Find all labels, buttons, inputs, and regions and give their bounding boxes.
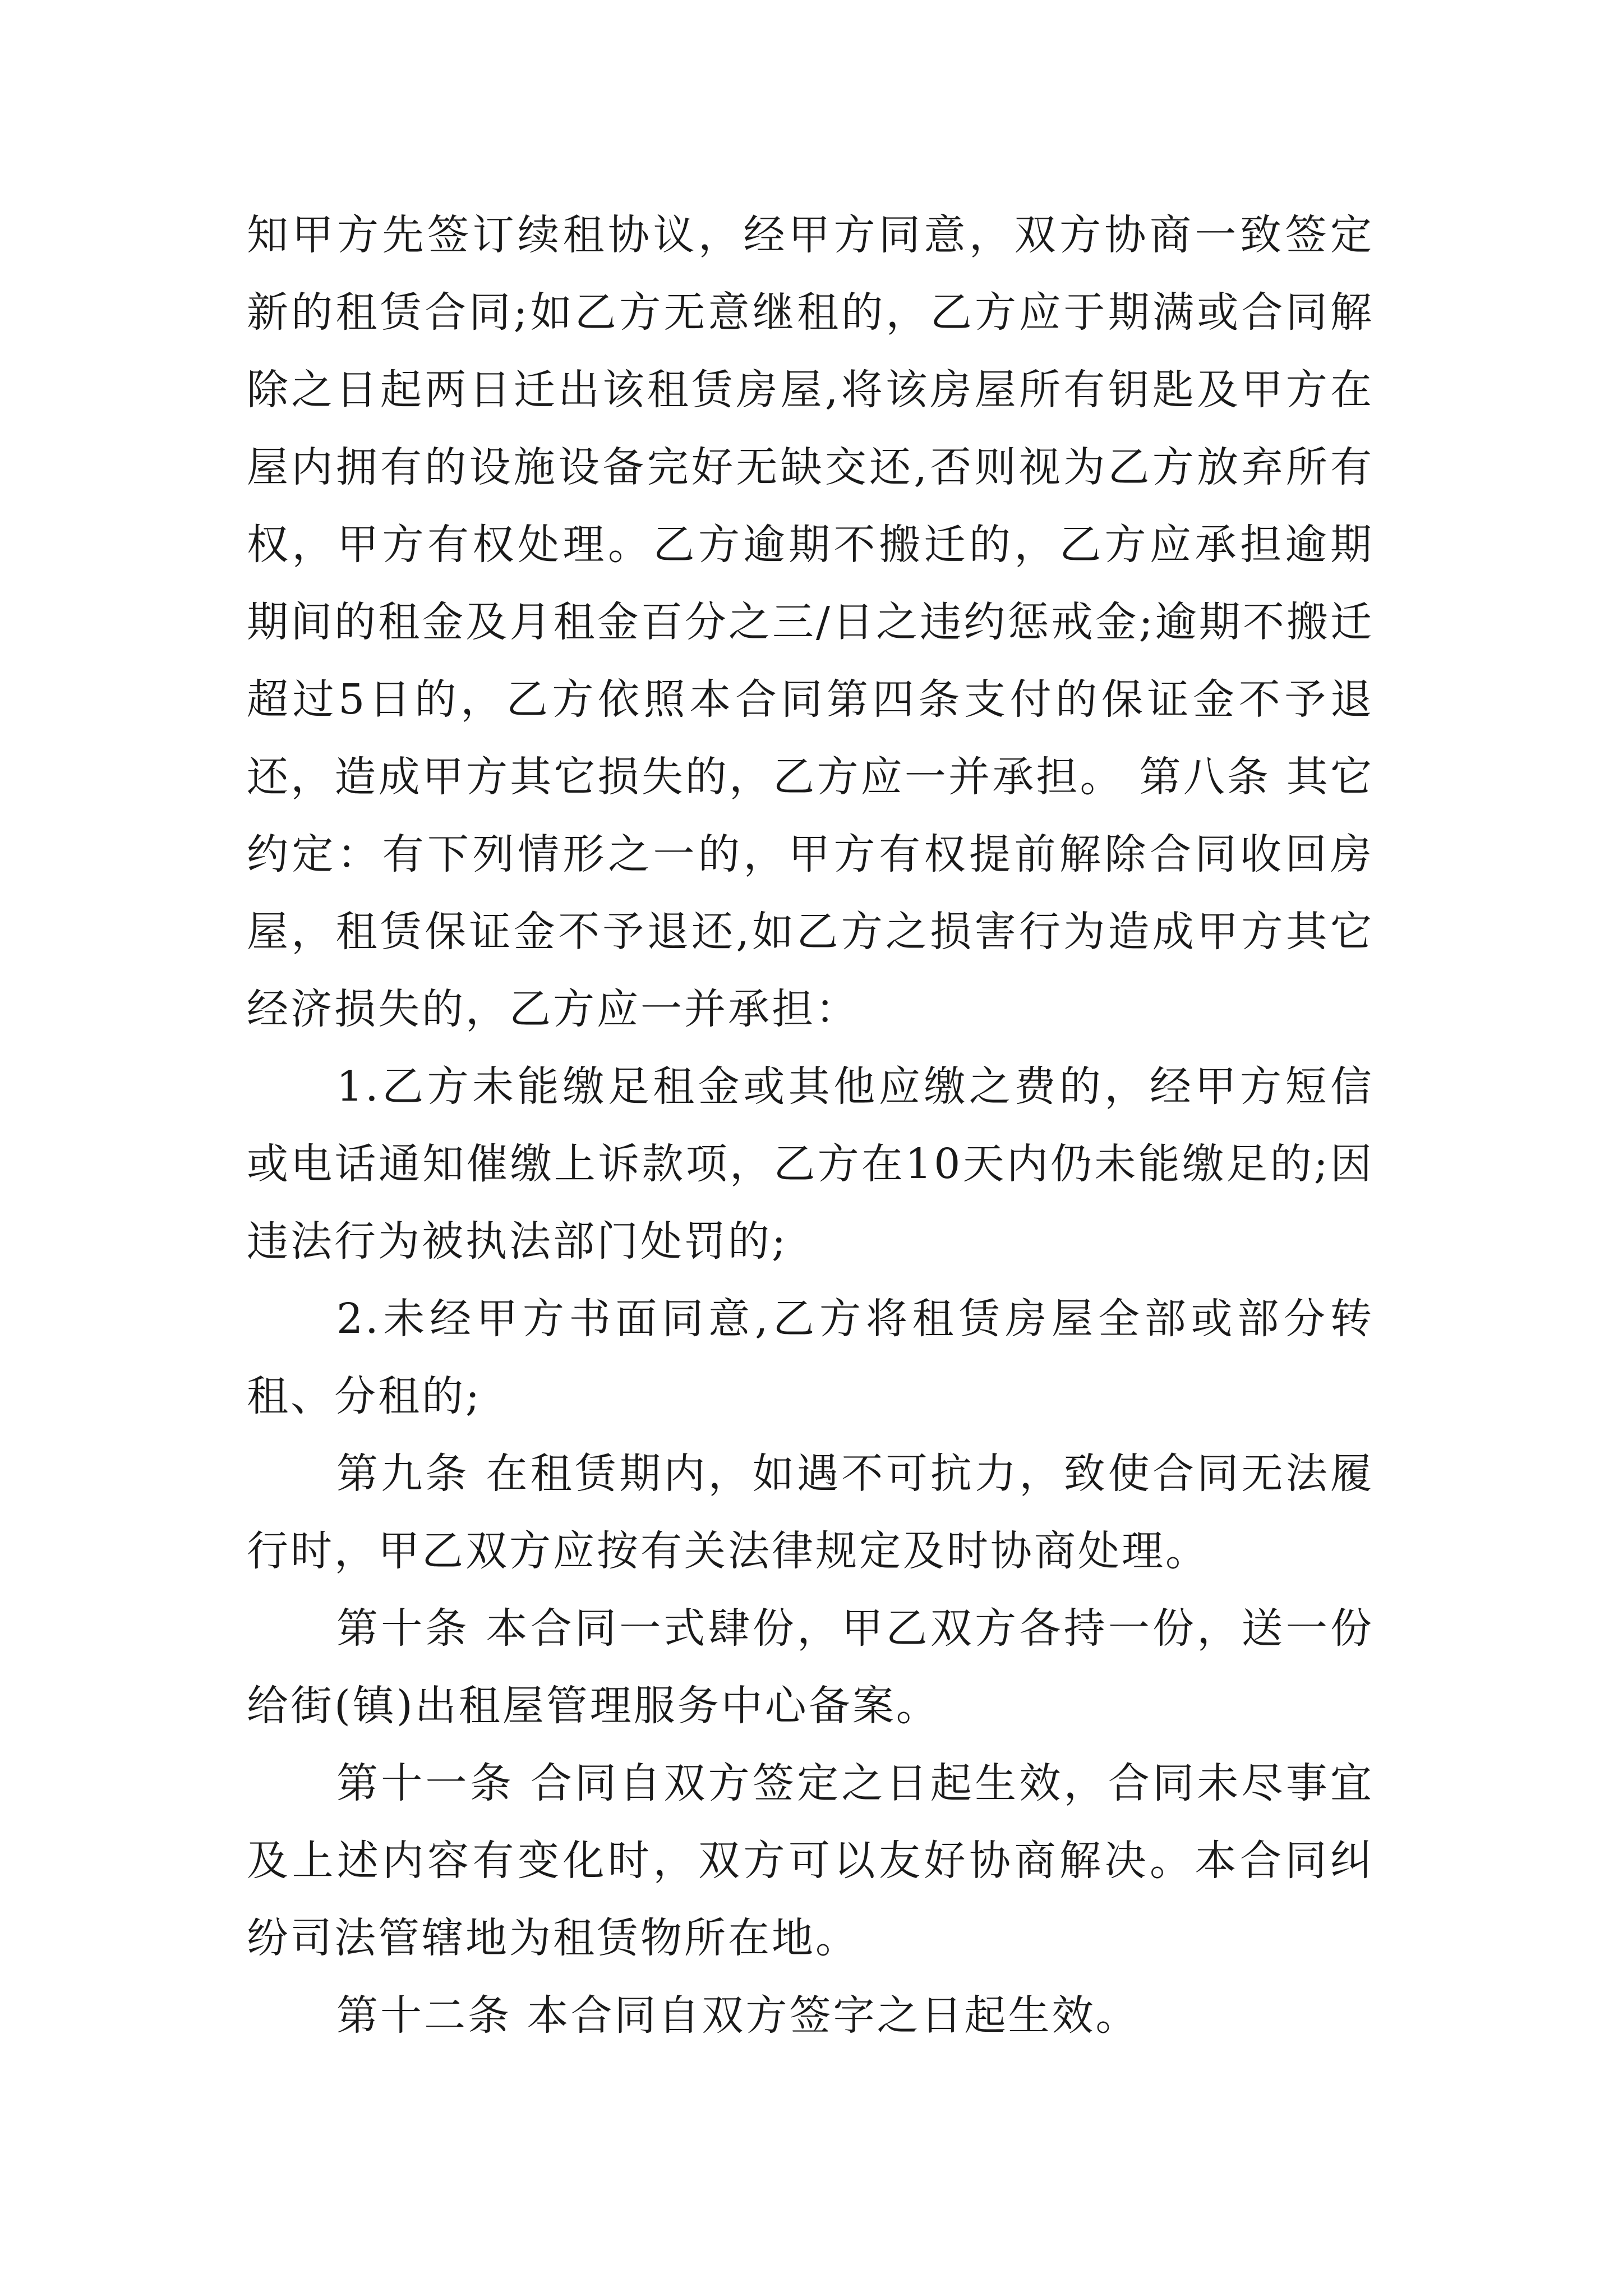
article-12: 第十二条 本合同自双方签字之日起生效。 <box>336 1991 1140 2040</box>
clause-item-2: 2.未经甲方书面同意,乙方将租赁房屋全部或部分转租、分租的; <box>247 1295 1374 1420</box>
article-10: 第十条 本合同一式肆份，甲乙双方各持一份，送一份给街(镇)出租屋管理服务中心备案。 <box>247 1604 1374 1730</box>
paragraph-continuation: 知甲方先签订续租协议，经甲方同意，双方协商一致签定新的租赁合同;如乙方无意继租的，乙方应于期满或合同解除之日起两日迁出该租赁房屋,将该房屋所有钥匙及甲方在屋内拥有的设施设备完好无缺交还,否则视为乙方放弃所有权，甲方有权处理。乙方逾期不搬迁的，乙方应承担逾期期间的租金及月租金百分之三/日之违约惩戒金;逾期不搬迁超过5日的，乙方依照本合同第四条支付的保证金不予退还，造成甲方其它损失的，乙方应一并承担。 第八条 其它约定：有下列情形之一的，甲方有权提前解除合同收回房屋，租赁保证金不予退还,如乙方之损害行为造成甲方其它经济损失的，乙方应一并承担： <box>247 211 1374 1033</box>
contract-body <box>247 196 1374 2054</box>
article-11: 第十一条 合同自双方签定之日起生效，合同未尽事宜及上述内容有变化时，双方可以友好协商解决。本合同纠纷司法管辖地为租赁物所在地。 <box>247 1759 1374 1962</box>
clause-item-1: 1.乙方未能缴足租金或其他应缴之费的，经甲方短信或电话通知催缴上诉款项，乙方在10天内仍未能缴足的;因违法行为被执法部门处罚的; <box>247 1062 1374 1266</box>
article-9: 第九条 在租赁期内，如遇不可抗力，致使合同无法履行时，甲乙双方应按有关法律规定及时协商处理。 <box>247 1450 1374 1575</box>
